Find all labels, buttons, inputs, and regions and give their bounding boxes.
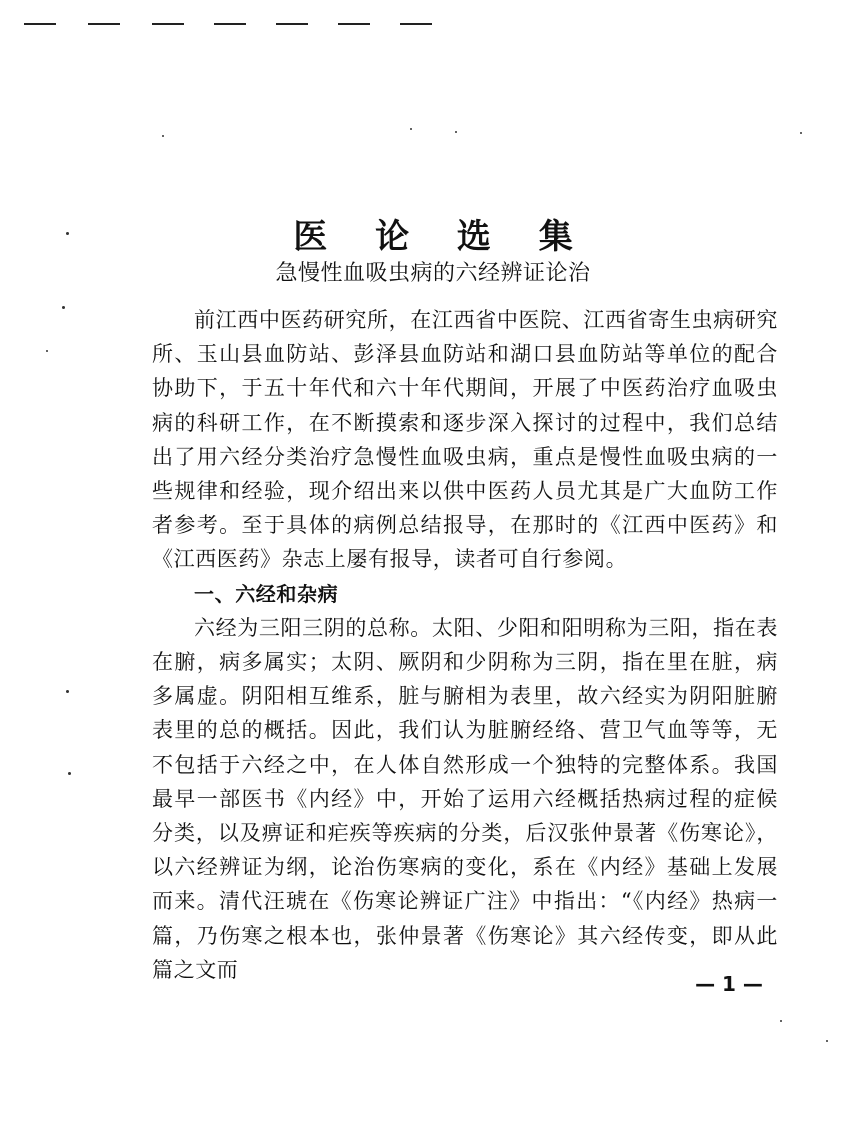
scan-speck [62,306,65,309]
page-number: — 1 — [695,972,763,996]
scan-speck [410,128,412,130]
intro-paragraph: 前江西中医药研究所，在江西省中医院、江西省寄生虫病研究所、玉山县血防站、彭泽县血防站和湖口县血防站等单位的配合协助下，于五十年代和六十年代期间，开展了中医药治疗血吸虫病的科研工作，在不断摸索和逐步深入探讨的过程中，我们总结出了用六经分类治疗急慢性血吸虫病，重点是慢性血吸虫病的一些规律和经验，现介绍出来以供中医药人员尤其是广大血防工作者参考。至于具体的病例总结报导，在那时的《江西中医药》和《江西医药》杂志上屡有报导，读者可自行参阅。 [152,308,778,572]
header-dash [338,23,370,25]
header-dash [152,23,184,25]
article-subtitle: 急慢性血吸虫病的六经辨证论治 [275,261,591,286]
header-dash [214,23,246,25]
scan-speck [800,132,802,134]
header-dash [276,23,308,25]
scan-speck [66,690,69,693]
article-body [152,303,778,987]
scan-speck [46,350,48,352]
scan-speck [162,135,164,137]
scan-speck [826,1040,828,1042]
header-dash [400,23,432,25]
section-heading: 一、六经和杂病 [194,581,339,606]
scan-speck [780,1020,782,1022]
scan-speck [455,131,457,133]
header-dash [88,23,120,25]
section-paragraph: 六经为三阳三阴的总称。太阳、少阳和阳明称为三阳，指在表在腑，病多属实；太阴、厥阴和少阴称为三阴，指在里在脏，病多属虚。阴阳相互维系，脏与腑相为表里，故六经实为阴阳脏腑表里的总的概括。因此，我们认为脏腑经络、营卫气血等等，无不包括于六经之中，在人体自然形成一个独特的完整体系。我国最早一部医书《内经》中，开始了运用六经概括热病过程的症候分类，以及痹证和疟疾等疾病的分类，后汉张仲景著《伤寒论》，以六经辨证为纲，论治伤寒病的变化，系在《内经》基础上发展而来。清代汪琥在《伤寒论辨证广注》中指出：“《内经》热病一篇，乃伤寒之根本也，张仲景著《伤寒论》其六经传变，即从此篇之文而 [152,615,778,982]
header-dash-rule [0,0,866,40]
scan-speck [68,772,71,775]
document-title: 医 论 选 集 [293,216,591,257]
header-dash [24,23,56,25]
